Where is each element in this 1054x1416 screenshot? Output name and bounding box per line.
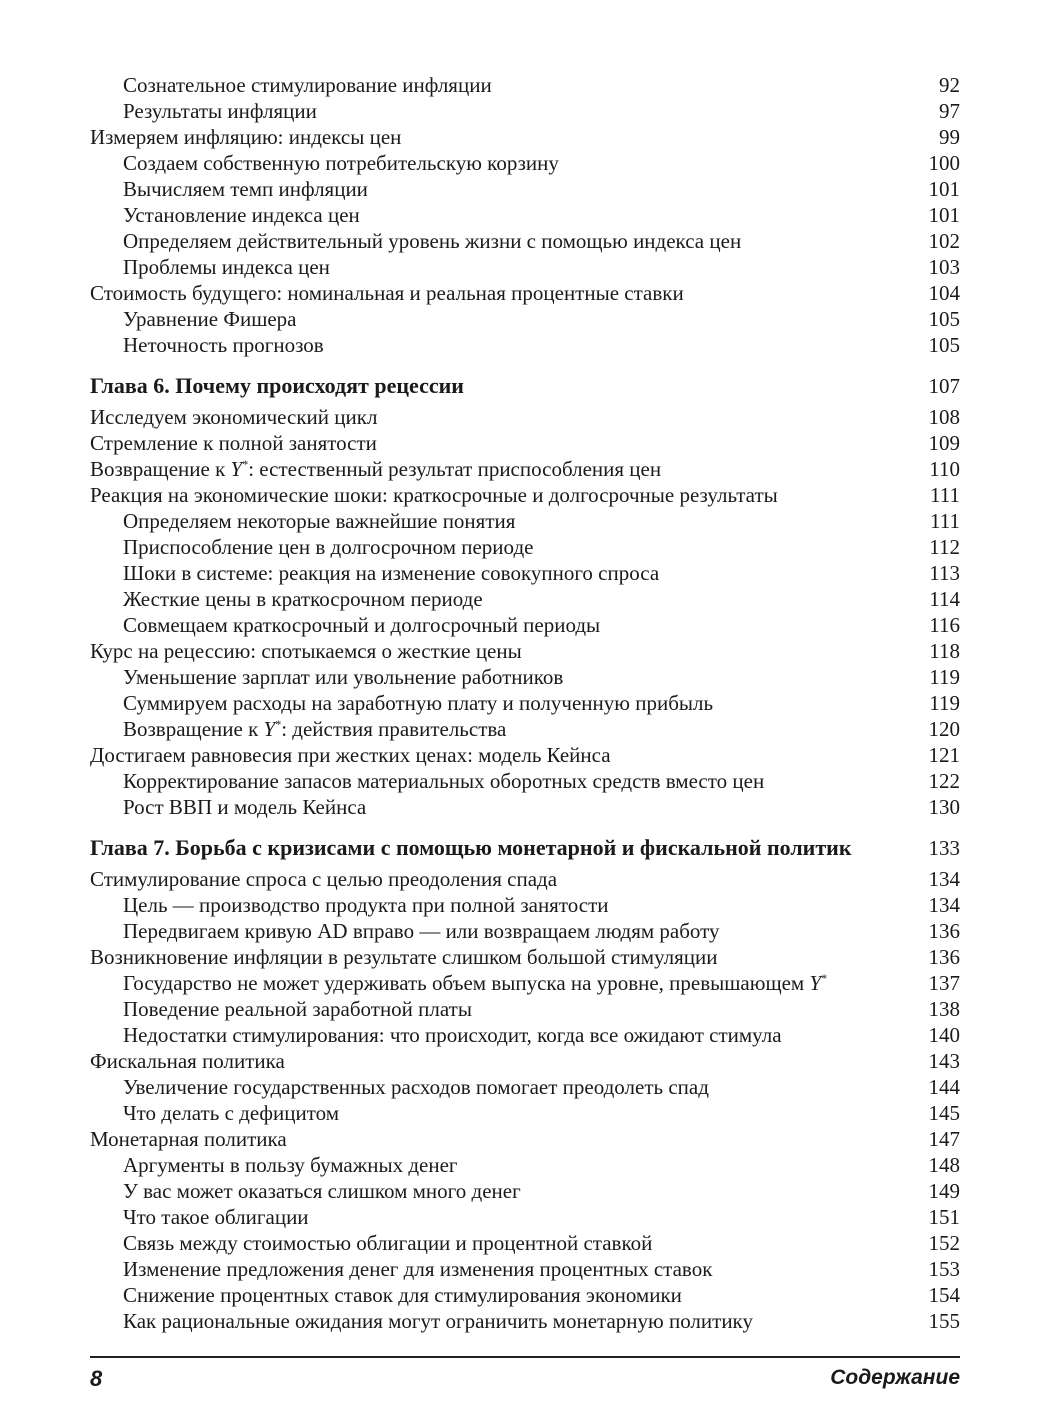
toc-entry-page: 103 [928,255,960,279]
toc-entry-page: 113 [929,561,960,585]
toc-subsection-entry[interactable] [90,1204,960,1230]
toc-section-entry[interactable] [90,280,960,306]
toc-subsection-entry[interactable] [90,970,960,996]
toc-entry-title: Неточность прогнозов [123,333,324,357]
toc-subsection-entry[interactable] [90,228,960,254]
toc-entry-page: 136 [928,945,960,969]
toc-entry-title: Курс на рецессию: спотыкаемся о жесткие цены [90,639,522,663]
toc-entry-title: Как рациональные ожидания могут ограничить монетарную политику [123,1309,753,1333]
toc-entry-title: Возвращение к Y*: естественный результат приспособления цен [90,457,662,481]
toc-subsection-entry[interactable] [90,690,960,716]
toc-entry-page: 151 [928,1205,960,1229]
toc-entry-title: Связь между стоимостью облигации и процентной ставкой [123,1231,653,1255]
toc-subsection-entry[interactable] [90,664,960,690]
toc-subsection-entry[interactable] [90,892,960,918]
toc-section-entry[interactable] [90,944,960,970]
toc-entry-page: 145 [928,1101,960,1125]
toc-section-entry[interactable] [90,456,960,482]
toc-subsection-entry[interactable] [90,560,960,586]
toc-entry-title: Государство не может удерживать объем выпуска на уровне, превышающем Y* [123,971,828,995]
toc-entry-page: 143 [928,1049,960,1073]
toc-entry-title: Проблемы индекса цен [123,255,330,279]
toc-section-entry[interactable] [90,404,960,430]
toc-entry-title: Глава 7. Борьба с кризисами с помощью монетарной и фискальной политик [90,835,852,860]
toc-entry-page: 140 [928,1023,960,1047]
toc-subsection-entry[interactable] [90,98,960,124]
toc-entry-page: 144 [928,1075,960,1099]
toc-section-entry[interactable] [90,1126,960,1152]
toc-entry-page: 105 [928,333,960,357]
toc-entry-page: 148 [928,1153,960,1177]
toc-subsection-entry[interactable] [90,612,960,638]
toc-subsection-entry[interactable] [90,332,960,358]
toc-entry-page: 114 [929,587,960,611]
toc-entry-page: 137 [928,971,960,995]
toc-entry-title: Определяем действительный уровень жизни с помощью индекса цен [123,229,742,253]
toc-subsection-entry[interactable] [90,306,960,332]
toc-section-entry[interactable] [90,430,960,456]
toc-subsection-entry[interactable] [90,1230,960,1256]
toc-entry-page: 120 [928,717,960,741]
toc-entry-title: Недостатки стимулирования: что происходит, когда все ожидают стимула [123,1023,782,1047]
toc-entry-page: 101 [928,203,960,227]
toc-entry-title: Рост ВВП и модель Кейнса [123,795,367,819]
toc-entry-title: Совмещаем краткосрочный и долгосрочный периоды [123,613,601,637]
toc-entry-page: 138 [928,997,960,1021]
toc-entry-title: Глава 6. Почему происходят рецессии [90,373,464,398]
toc-entry-title: Приспособление цен в долгосрочном периоде [123,535,534,559]
toc-entry-title: У вас может оказаться слишком много денег [123,1179,521,1203]
toc-entry-page: 99 [939,125,960,149]
toc-entry-page: 108 [928,405,960,429]
toc-entry-title: Что делать с дефицитом [123,1101,340,1125]
toc-subsection-entry[interactable] [90,1178,960,1204]
toc-entry-title: Увеличение государственных расходов помогает преодолеть спад [123,1075,709,1099]
toc-entry-title: Установление индекса цен [123,203,360,227]
toc-entry-page: 154 [928,1283,960,1307]
toc-subsection-entry[interactable] [90,918,960,944]
toc-entry-title: Цель — производство продукта при полной занятости [123,893,609,917]
toc-subsection-entry[interactable] [90,768,960,794]
toc-entry-title: Шоки в системе: реакция на изменение совокупного спроса [123,561,660,585]
toc-entry-page: 97 [939,99,960,123]
page-footer [90,1356,960,1398]
toc-entry-page: 105 [928,307,960,331]
toc-entry-page: 121 [928,743,960,767]
toc-subsection-entry[interactable] [90,1074,960,1100]
toc-entry-page: 116 [929,613,960,637]
toc-entry-title: Вычисляем темп инфляции [123,177,368,201]
toc-entry-title: Поведение реальной заработной платы [123,997,472,1021]
toc-entry-title: Уравнение Фишера [123,307,297,331]
toc-section-entry[interactable] [90,742,960,768]
toc-entry-page: 111 [930,509,960,533]
toc-entry-title: Передвигаем кривую AD вправо — или возвращаем людям работу [123,919,720,943]
toc-entry-title: Возникновение инфляции в результате слишком большой стимуляции [90,945,718,969]
toc-entry-title: Определяем некоторые важнейшие понятия [123,509,516,533]
toc-section-entry[interactable] [90,638,960,664]
toc-section-entry[interactable] [90,124,960,150]
toc-subsection-entry[interactable] [90,996,960,1022]
toc-entry-page: 119 [929,665,960,689]
toc-entry-page: 107 [928,374,960,398]
toc-entry-page: 122 [928,769,960,793]
toc-entry-page: 104 [928,281,960,305]
toc-entry-title: Сознательное стимулирование инфляции [123,73,492,97]
toc-entry-title: Корректирование запасов материальных оборотных средств вместо цен [123,769,765,793]
toc-entry-title: Стремление к полной занятости [90,431,377,455]
toc-entry-title: Снижение процентных ставок для стимулирования экономики [123,1283,682,1307]
toc-entry-title: Возвращение к Y*: действия правительства [123,717,507,741]
toc-subsection-entry[interactable] [90,1022,960,1048]
toc-subsection-entry[interactable] [90,1100,960,1126]
toc-entry-page: 153 [928,1257,960,1281]
toc-entry-title: Стимулирование спроса с целью преодоления спада [90,867,558,891]
toc-entry-title: Суммируем расходы на заработную плату и полученную прибыль [123,691,714,715]
toc-entry-title: Стоимость будущего: номинальная и реальная процентные ставки [90,281,684,305]
toc-section-entry[interactable] [90,1048,960,1074]
toc-subsection-entry[interactable] [90,176,960,202]
toc-subsection-entry[interactable] [90,1256,960,1282]
toc-entry-title: Фискальная политика [90,1049,285,1073]
toc-entry-title: Монетарная политика [90,1127,287,1151]
page-number: 8 [90,1366,103,1391]
toc-entry-title: Исследуем экономический цикл [90,405,378,429]
toc-subsection-entry[interactable] [90,794,960,820]
toc-entry-page: 155 [928,1309,960,1333]
toc-subsection-entry[interactable] [90,534,960,560]
table-of-contents [90,72,960,1334]
toc-entry-page: 111 [930,483,960,507]
toc-subsection-entry[interactable] [90,1282,960,1308]
toc-chapter-entry[interactable] [90,832,960,864]
toc-entry-page: 147 [928,1127,960,1151]
toc-entry-page: 136 [928,919,960,943]
toc-subsection-entry[interactable] [90,716,960,742]
toc-section-entry[interactable] [90,866,960,892]
toc-subsection-entry[interactable] [90,202,960,228]
running-section-title: Содержание [830,1366,960,1389]
toc-entry-title: Что такое облигации [123,1205,309,1229]
toc-entry-title: Изменение предложения денег для изменения процентных ставок [123,1257,713,1281]
toc-subsection-entry[interactable] [90,1152,960,1178]
toc-entry-page: 101 [928,177,960,201]
toc-entry-page: 110 [929,457,960,481]
toc-subsection-entry[interactable] [90,72,960,98]
toc-entry-title: Достигаем равновесия при жестких ценах: модель Кейнса [90,743,611,767]
toc-subsection-entry[interactable] [90,1308,960,1334]
toc-entry-page: 130 [928,795,960,819]
toc-entry-title: Результаты инфляции [123,99,317,123]
toc-entry-title: Создаем собственную потребительскую корзину [123,151,559,175]
toc-entry-page: 109 [928,431,960,455]
toc-entry-page: 102 [928,229,960,253]
toc-entry-title: Реакция на экономические шоки: краткосрочные и долгосрочные результаты [90,483,778,507]
toc-entry-page: 100 [928,151,960,175]
toc-entry-title: Аргументы в пользу бумажных денег [123,1153,458,1177]
toc-subsection-entry[interactable] [90,508,960,534]
toc-entry-page: 112 [929,535,960,559]
toc-entry-page: 134 [928,867,960,891]
toc-entry-title: Жесткие цены в краткосрочном периоде [123,587,483,611]
toc-entry-title: Уменьшение зарплат или увольнение работников [123,665,564,689]
toc-entry-page: 133 [928,836,960,860]
toc-entry-page: 149 [928,1179,960,1203]
toc-entry-page: 134 [928,893,960,917]
toc-subsection-entry[interactable] [90,254,960,280]
toc-subsection-entry[interactable] [90,150,960,176]
toc-entry-page: 119 [929,691,960,715]
toc-entry-page: 92 [939,73,960,97]
toc-section-entry[interactable] [90,482,960,508]
toc-entry-page: 152 [928,1231,960,1255]
toc-entry-page: 118 [929,639,960,663]
toc-subsection-entry[interactable] [90,586,960,612]
toc-chapter-entry[interactable] [90,370,960,402]
toc-entry-title: Измеряем инфляцию: индексы цен [90,125,402,149]
